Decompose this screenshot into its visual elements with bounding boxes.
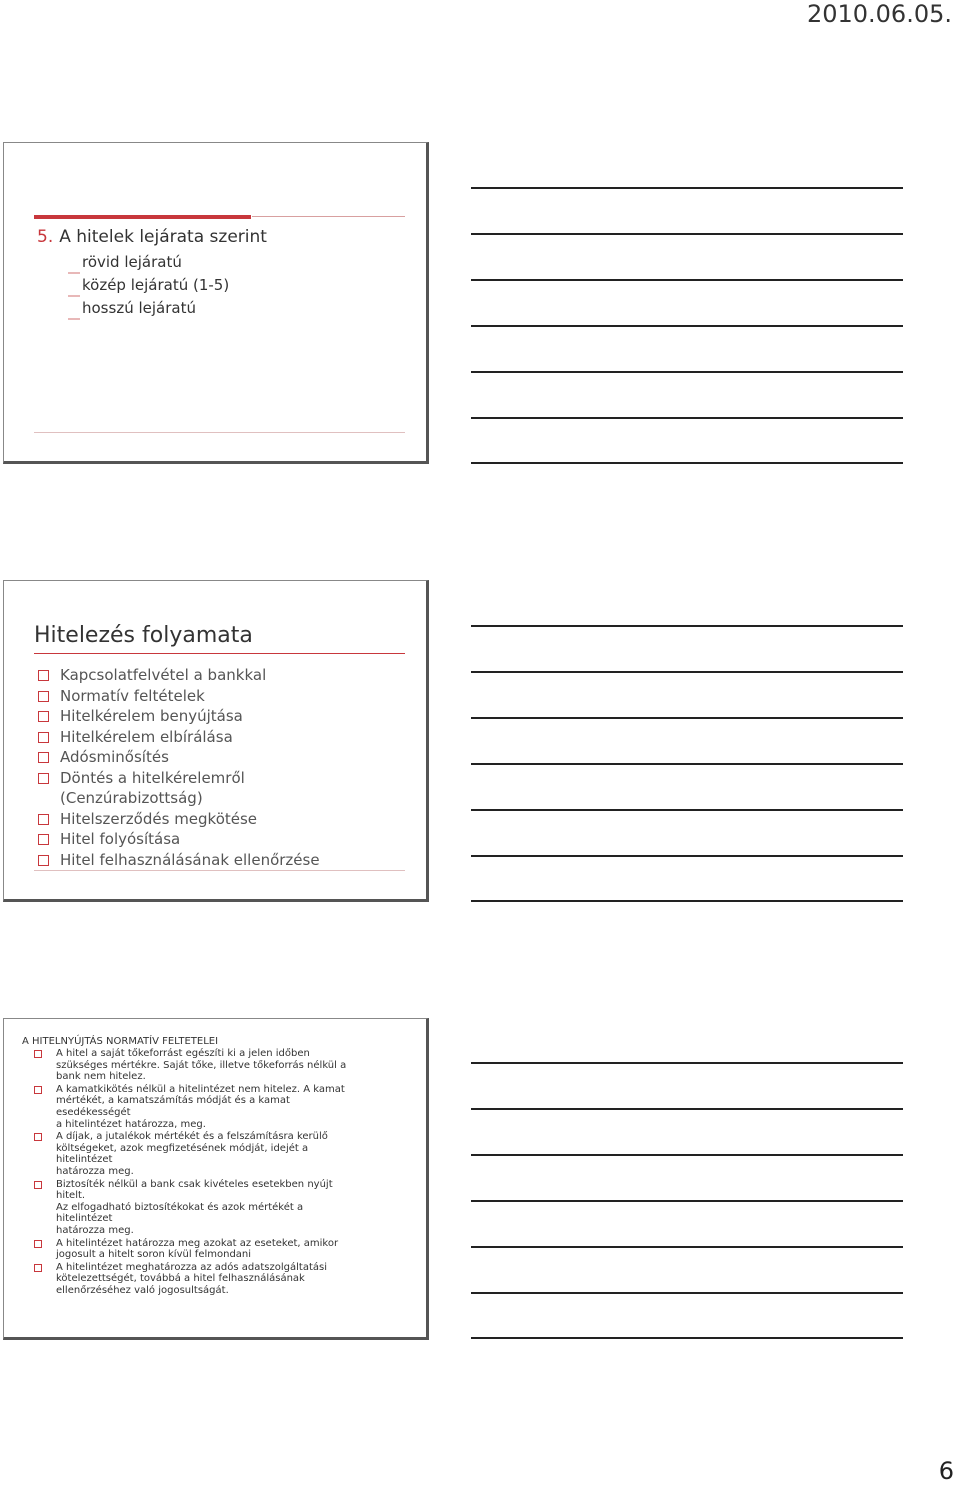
page-number: 6: [938, 1457, 954, 1485]
note-line: [471, 809, 903, 811]
accent-bar: [34, 215, 251, 219]
slide-1-item: hosszú lejáratú: [82, 299, 196, 317]
note-line: [471, 855, 903, 857]
checkbox-bullet-icon: [34, 1240, 42, 1248]
list-item: A hitelintézet határozza meg azokat az eseteket, amikor jogosult a hitelt soron kívül felmondani: [34, 1238, 394, 1261]
slide-1-number: 5.: [37, 227, 54, 247]
list-item: A díjak, a jutalékok mértékét és a felszámításra kerülő költségeket, azok megfizetésének módját, idejét a hitelintézet határozza meg.: [34, 1131, 394, 1177]
note-line: [471, 1200, 903, 1202]
note-line: [471, 625, 903, 627]
list-item: Hitel felhasználásának ellenőrzése: [36, 850, 320, 871]
slide-1: [3, 142, 429, 464]
list-item: Hitelkérelem benyújtása: [36, 706, 320, 727]
checkbox-bullet-icon: [38, 691, 49, 702]
list-item: A kamatkikötés nélkül a hitelintézet nem hitelez. A kamat mértékét, a kamatszámítás módját és a kamat esedékességét a hitelintézet határozza, meg.: [34, 1084, 394, 1130]
bottom-line: [34, 432, 405, 433]
dash-bullet: [68, 272, 80, 274]
checkbox-bullet-icon: [34, 1264, 42, 1272]
checkbox-bullet-icon: [34, 1086, 42, 1094]
note-line: [471, 1154, 903, 1156]
slide-1-title: [37, 227, 267, 247]
checkbox-bullet-icon: [34, 1133, 42, 1141]
note-line: [471, 1337, 903, 1339]
list-item: Kapcsolatfelvétel a bankkal: [36, 665, 320, 686]
list-item: Döntés a hitelkérelemről (Cenzúrabizottság): [36, 768, 320, 809]
note-line: [471, 187, 903, 189]
slide-2-list: [36, 665, 320, 870]
note-line: [471, 1062, 903, 1064]
checkbox-bullet-icon: [38, 732, 49, 743]
slide-1-title-text: A hitelek lejárata szerint: [59, 227, 267, 247]
slide-1-item: rövid lejáratú: [82, 253, 182, 271]
note-line: [471, 371, 903, 373]
checkbox-bullet-icon: [34, 1050, 42, 1058]
slide-3-title: A HITELNYÚJTÁS NORMATÍV FELTETELEI: [22, 1036, 219, 1047]
checkbox-bullet-icon: [38, 814, 49, 825]
note-line: [471, 717, 903, 719]
checkbox-bullet-icon: [38, 670, 49, 681]
list-item: Normatív feltételek: [36, 686, 320, 707]
slide-2-title: Hitelezés folyamata: [34, 623, 253, 648]
note-line: [471, 1292, 903, 1294]
list-item: Hitelkérelem elbírálása: [36, 727, 320, 748]
dash-bullet: [68, 318, 80, 320]
note-line: [471, 671, 903, 673]
checkbox-bullet-icon: [38, 711, 49, 722]
list-item: Hitel folyósítása: [36, 829, 320, 850]
note-line: [471, 763, 903, 765]
note-line: [471, 417, 903, 419]
list-item: A hitelintézet meghatározza az adós adatszolgáltatási kötelezettségét, továbbá a hitel felhasználásának ellenőrzéséhez való jogosultságát.: [34, 1262, 394, 1297]
note-line: [471, 325, 903, 327]
note-line: [471, 279, 903, 281]
checkbox-bullet-icon: [38, 855, 49, 866]
note-line: [471, 1108, 903, 1110]
bottom-line: [34, 870, 405, 871]
slide-2: [3, 580, 429, 902]
list-item: Biztosíték nélkül a bank csak kivételes esetekben nyújt hitelt. Az elfogadható biztosítékokat és azok mértékét a hitelintézet határozza meg.: [34, 1179, 394, 1237]
accent-line: [252, 216, 405, 217]
list-item: Hitelszerződés megkötése: [36, 809, 320, 830]
list-item: A hitel a saját tőkeforrást egészíti ki a jelen időben szükséges mértékre. Saját tőke, illetve tőkeforrás nélkül a bank nem hitelez.: [34, 1048, 394, 1083]
note-line: [471, 462, 903, 464]
checkbox-bullet-icon: [38, 752, 49, 763]
checkbox-bullet-icon: [34, 1181, 42, 1189]
header-date: 2010.06.05.: [806, 0, 952, 28]
note-line: [471, 233, 903, 235]
list-item: Adósminősítés: [36, 747, 320, 768]
slide-3: [3, 1018, 429, 1340]
slide-3-list: [34, 1048, 394, 1297]
dash-bullet: [68, 295, 80, 297]
note-line: [471, 1246, 903, 1248]
checkbox-bullet-icon: [38, 773, 49, 784]
title-underline: [34, 653, 405, 654]
checkbox-bullet-icon: [38, 834, 49, 845]
note-line: [471, 900, 903, 902]
slide-1-item: közép lejáratú (1-5): [82, 276, 230, 294]
